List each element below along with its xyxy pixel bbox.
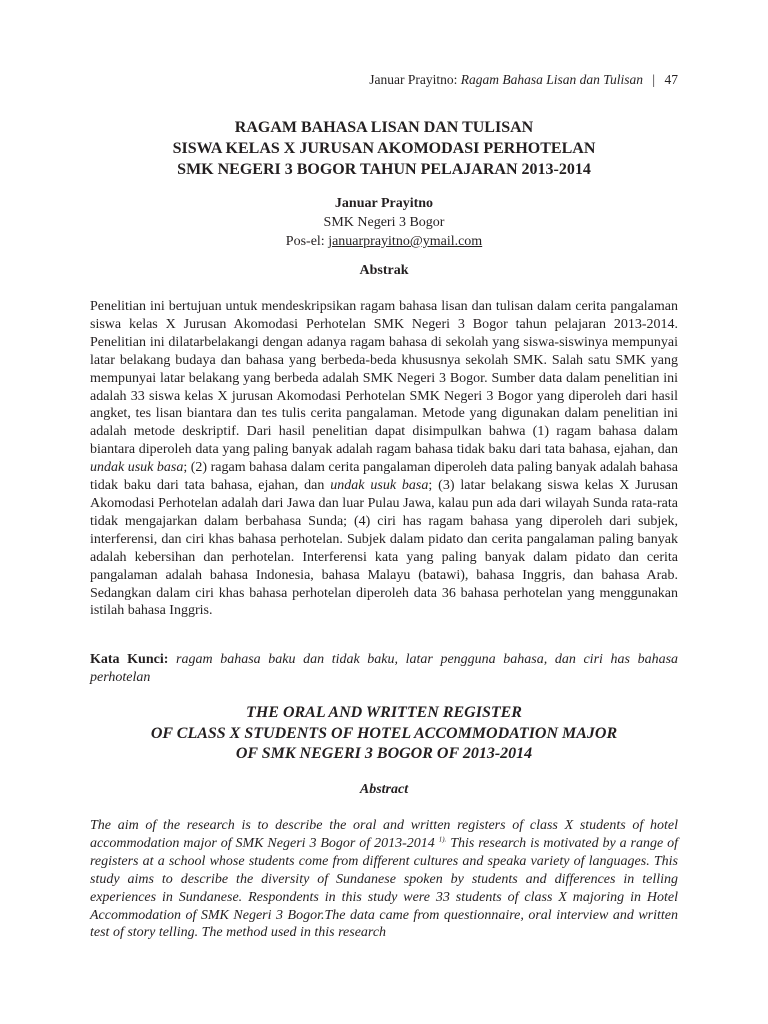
abstrak-text: ; (3) latar belakang siswa kelas X Jurusan Akomodasi Perhotelan adalah dari Jawa dan luar Pulau Jawa, kalau pun ada dari wilayah Sunda rata-rata tidak mengajarkan dalam berbahasa Sunda; (4) ciri has ragam bahasa yang diperoleh dari subjek, interferensi, dan ciri khas bahasa perhotelan. Subjek dalam pidato dan cerita pangalaman paling banyak adalah kebersihan dan perhotelan. Interferensi kata yang paling banyak dalam pidato dan cerita pangalaman adalah bahasa Indonesia, bahasa Malayu (batawi), bahasa Inggris, dan bahasa Arab. Sedangkan dalam ciri khas bahasa perhotelan diperoleh data 36 bahasa perhotelan yang menggunakan istilah bahasa Inggris. — [90, 478, 678, 619]
footnote-marker: 1). — [438, 835, 447, 844]
abstract-heading: Abstract — [359, 782, 409, 797]
abstrak-italic-term: undak usuk basa — [330, 478, 429, 494]
page-number: 47 — [664, 72, 678, 87]
abstract-paragraph — [90, 817, 678, 942]
abstrak-paragraph — [90, 298, 678, 620]
english-title — [90, 703, 678, 765]
english-title-line: THE ORAL AND WRITTEN REGISTER — [246, 704, 522, 721]
article-title — [90, 117, 678, 180]
email-label: Pos-el: — [285, 234, 325, 249]
abstrak-text: Penelitian ini bertujuan untuk mendeskripsikan ragam bahasa lisan dan tulisan dalam cerita pangalaman siswa kelas X Jurusan Akomodasi Perhotelan SMK Negeri 3 Bogor tahun pelajaran 2013-2014. Penelitian ini dilatarbelakangi dengan adanya ragam bahasa di sekolah yang siswa-siswinya mempunyai latar belakang budaya dan bahasa yang berbeda-beda khususnya sekolah SMK. Salah satu SMK yang mempunyai latar belakang yang berbeda adalah SMK Negeri 3 Bogor. Sumber data dalam penelitian ini adalah 33 siswa kelas X jurusan Akomodasi Perhotelan SMK Negeri 3 Bogor yang diperoleh dari hasil angket, tes lisan biantara dan tes tulis cerita pangalaman. Metode yang digunakan dalam penelitian ini adalah metode deskriptif. Dari hasil penelitian dapat disimpulkan bahwa (1) ragam bahasa dalam biantara diperoleh data yang paling banyak adalah ragam bahasa tidak baku dari tata bahasa, ejahan, dan — [90, 299, 678, 458]
abstrak-text: ; (2) ragam bahasa dalam cerita pangalaman diperoleh data paling banyak adalah bahasa tidak baku dari tata bahasa, ejahan, dan — [90, 460, 678, 494]
abstrak-italic-term: undak usuk basa — [90, 460, 184, 476]
email-link[interactable]: januarprayitno@ymail.com — [328, 234, 483, 249]
english-title-line: OF CLASS X STUDENTS OF HOTEL ACCOMMODATION MAJOR — [150, 724, 618, 742]
keywords-label: Kata Kunci: — [90, 652, 169, 667]
title-line: SISWA KELAS X JURUSAN AKOMODASI PERHOTELAN — [172, 140, 596, 157]
running-head-author: Januar Prayitno: — [369, 72, 458, 87]
abstract-text: This research is motivated by a range of registers at a school whose students come from different cultures and speaka variety of languages. This study aims to describe the diversity of Sundanese spoken by students and differences in telling experiences in Sundanese. Respondents in this study were 33 students of class X majoring in Hotel Accommodation of SMK Negeri 3 Bogor.The data came from questionnaire, oral interview and written test of story telling. The method used in this research — [90, 835, 679, 941]
title-line: SMK NEGERI 3 BOGOR TAHUN PELAJARAN 2013-2014 — [177, 161, 591, 178]
title-line: RAGAM BAHASA LISAN DAN TULISAN — [234, 119, 534, 136]
keywords — [90, 651, 678, 687]
author-block — [90, 194, 678, 251]
keywords-text: ragam bahasa baku dan tidak baku, latar pengguna bahasa, dan ciri has bahasa perhotelan — [90, 652, 679, 685]
running-head-title: Ragam Bahasa Lisan dan Tulisan — [460, 72, 644, 87]
author-email-line — [90, 232, 678, 251]
author-name: Januar Prayitno — [334, 196, 434, 211]
running-head — [369, 71, 678, 89]
running-head-separator: | — [652, 72, 656, 87]
english-title-line: OF SMK NEGERI 3 BOGOR OF 2013-2014 — [235, 745, 533, 762]
abstract-text: The aim of the research is to describe the oral and written registers of class X students of hotel accommodation major of SMK Negeri 3 Bogor of 2013-2014 — [90, 818, 678, 851]
author-affiliation: SMK Negeri 3 Bogor — [323, 215, 445, 230]
abstrak-heading: Abstrak — [359, 263, 409, 278]
